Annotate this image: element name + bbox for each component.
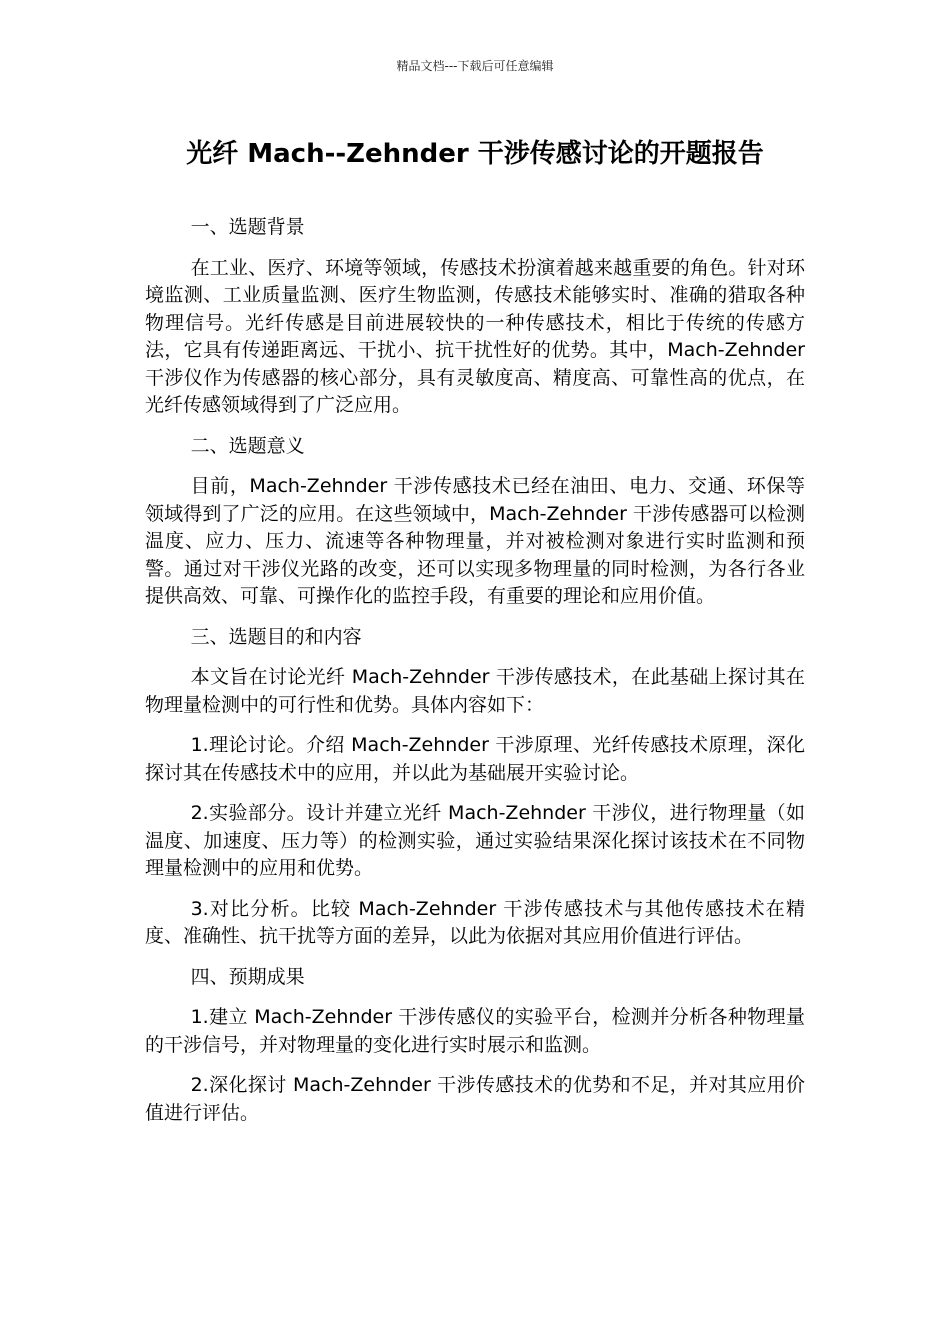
document-title: 光纤 Mach--Zehnder 干涉传感讨论的开题报告 xyxy=(186,139,764,169)
section-heading-expected-results: 四、预期成果 xyxy=(190,965,305,988)
paragraph-purpose-item-3: 3.对比分析。比较 Mach-Zehnder 干涉传感技术与其他传感技术在精度、准确性、抗干扰等方面的差异，以此为依据对其应用价值进行评估。 xyxy=(145,897,805,947)
paragraph-significance: 目前，Mach-Zehnder 干涉传感技术已经在油田、电力、交通、环保等领域得到了广泛的应用。在这些领域中，Mach-Zehnder 干涉传感器可以检测温度、应力、压力、流速等各种物理量，并对被检测对象进行实时监测和预警。通过对干涉仪光路的改变，还可以实现多物理量的同时检测，为各行各业提供高效、可靠、可操作化的监控手段，有重要的理论和应用价值。 xyxy=(145,475,805,607)
paragraph-results-item-1: 1.建立 Mach-Zehnder 干涉传感仪的实验平台，检测并分析各种物理量的干涉信号，并对物理量的变化进行实时展示和监测。 xyxy=(145,1006,805,1056)
header-note: 精品文档---下载后可任意编辑 xyxy=(396,59,554,73)
paragraph-purpose-item-2: 2.实验部分。设计并建立光纤 Mach-Zehnder 干涉仪，进行物理量（如温度、加速度、压力等）的检测实验，通过实验结果深化探讨该技术在不同物理量检测中的应用和优势。 xyxy=(145,802,805,879)
paragraph-background: 在工业、医疗、环境等领域，传感技术扮演着越来越重要的角色。针对环境监测、工业质量监测、医疗生物监测，传感技术能够实时、准确的猎取各种物理信号。光纤传感是目前进展较快的一种传感技术，相比于传统的传感方法，它具有传递距离远、干扰小、抗干扰性好的优势。其中，Mach-Zehnder 干涉仪作为传感器的核心部分，具有灵敏度高、精度高、可靠性高的优点，在光纤传感领域得到了广泛应用。 xyxy=(145,256,805,416)
section-heading-purpose: 三、选题目的和内容 xyxy=(190,625,362,648)
document-body xyxy=(145,214,805,1140)
paragraph-purpose-item-1: 1.理论讨论。介绍 Mach-Zehnder 干涉原理、光纤传感技术原理，深化探讨其在传感技术中的应用，并以此为基础展开实验讨论。 xyxy=(145,734,805,784)
section-heading-significance: 二、选题意义 xyxy=(190,434,305,457)
section-heading-background: 一、选题背景 xyxy=(190,216,305,238)
paragraph-results-item-2: 2.深化探讨 Mach-Zehnder 干涉传感技术的优势和不足，并对其应用价值进行评估。 xyxy=(145,1074,805,1124)
paragraph-purpose-intro: 本文旨在讨论光纤 Mach-Zehnder 干涉传感技术，在此基础上探讨其在物理量检测中的可行性和优势。具体内容如下： xyxy=(145,666,805,716)
